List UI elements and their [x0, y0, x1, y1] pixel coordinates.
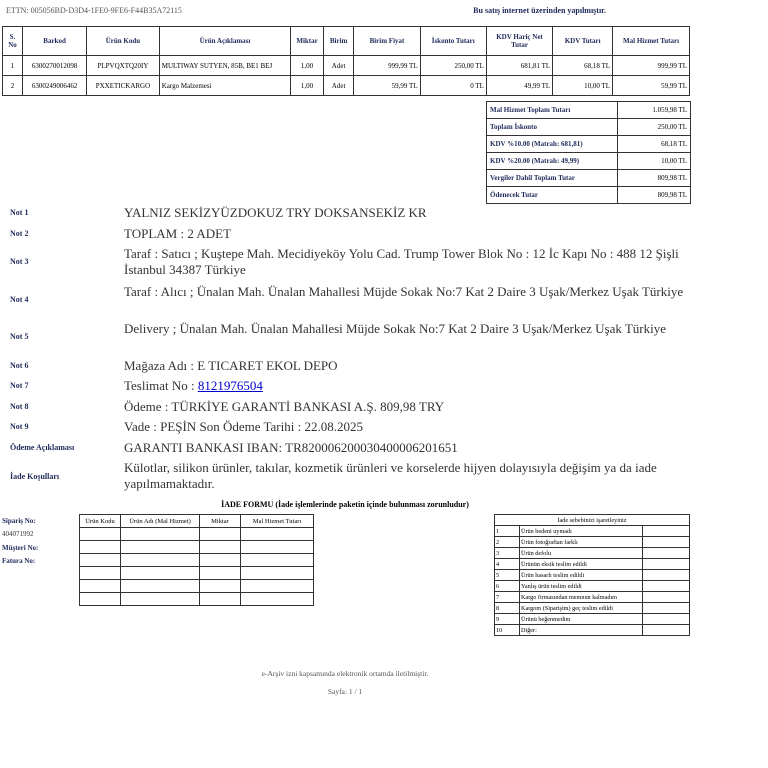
reason-no: 1	[495, 526, 520, 537]
totals-label: Vergiler Dahil Toplam Tutar	[487, 170, 618, 187]
note-text: Taraf : Alıcı ; Ünalan Mah. Ünalan Mahallesi Müjde Sokak No:7 Kat 2 Daire 3 Uşak/Merkez Uşak Türkiye	[124, 284, 684, 299]
reason-text: Ürünün eksik teslim edildi	[520, 559, 643, 570]
reason-checkbox[interactable]	[643, 526, 690, 537]
reason-checkbox[interactable]	[643, 625, 690, 636]
reason-row	[495, 537, 690, 548]
totals-label: KDV %20.00 (Matrah: 49,99)	[487, 153, 618, 170]
note-text: Taraf : Satıcı ; Kuştepe Mah. Mecidiyeköy Yolu Cad. Trump Tower Blok No : 12 İc Kapı No : 488 12 Şişli İstanbul 34387 Türkiye	[124, 246, 679, 277]
table-row	[3, 56, 690, 76]
note-row	[0, 284, 768, 318]
totals-row	[487, 170, 691, 187]
col-header: S. No	[3, 27, 23, 56]
note-row	[0, 440, 768, 458]
note-label: Not 7	[10, 381, 29, 390]
reason-checkbox[interactable]	[643, 548, 690, 559]
cell[interactable]	[121, 528, 200, 541]
reason-text: Ürün hasarlı teslim edildi	[520, 570, 643, 581]
cell[interactable]	[121, 541, 200, 554]
cell[interactable]	[121, 567, 200, 580]
totals-row	[487, 119, 691, 136]
reason-text: Ürün defolu	[520, 548, 643, 559]
note-row	[0, 399, 768, 417]
cell: Kargo Malzemesi	[159, 76, 291, 96]
cell: 6300270012098	[22, 56, 86, 76]
cell[interactable]	[80, 541, 121, 554]
cell: 1,00	[291, 76, 324, 96]
col-header: Birim Fiyat	[354, 27, 420, 56]
cell[interactable]	[200, 528, 241, 541]
note-text: Külotlar, silikon ürünler, takılar, kozmetik ürünleri ve korselerde hijyen dolayısıyla değişim ya da iade yapılmamaktadır.	[124, 460, 657, 491]
totals-row	[487, 187, 691, 204]
reason-text: Diğer:	[520, 625, 643, 636]
note-text: Vade : PEŞİN Son Ödeme Tarihi : 22.08.2025	[124, 419, 363, 434]
reason-row	[495, 592, 690, 603]
note-text: Delivery ; Ünalan Mah. Ünalan Mahallesi Müjde Sokak No:7 Kat 2 Daire 3 Uşak/Merkez Uşak Türkiye	[124, 321, 667, 336]
note-label: Not 6	[10, 361, 29, 370]
totals-value: 10,00 TL	[618, 153, 691, 170]
cell: 49,99 TL	[486, 76, 552, 96]
reason-row	[495, 548, 690, 559]
note-label: Not 8	[10, 402, 29, 411]
note-label: Not 4	[10, 295, 29, 304]
table-row	[80, 593, 314, 606]
reason-text: Yanlış ürün teslim edildi	[520, 581, 643, 592]
note-row	[0, 205, 768, 223]
totals-table	[486, 101, 691, 204]
delivery-no-link[interactable]: 8121976504	[197, 378, 263, 393]
cell: 681,81 TL	[486, 56, 552, 76]
totals-value: 809,98 TL	[618, 170, 691, 187]
cell[interactable]	[200, 567, 241, 580]
return-reasons-table	[494, 514, 690, 636]
cell: 68,18 TL	[553, 56, 613, 76]
note-label: Not 1	[10, 208, 29, 217]
reason-text: Kargom (Siparişim) geç teslim edildi	[520, 603, 643, 614]
totals-label: Toplam İskonto	[487, 119, 618, 136]
cell: 999,99 TL	[613, 56, 690, 76]
note-row	[0, 226, 768, 244]
cell: Adet	[323, 56, 354, 76]
reason-no: 9	[495, 614, 520, 625]
cell[interactable]	[241, 554, 314, 567]
totals-row	[487, 153, 691, 170]
note-label: Not 2	[10, 229, 29, 238]
return-form-title: İADE FORMU (İade işlemlerinde paketin içinde bulunması zorunludur)	[221, 500, 469, 509]
cell[interactable]	[80, 567, 121, 580]
reason-text: Ürün fotoğraftan farklı	[520, 537, 643, 548]
items-table	[2, 26, 690, 96]
note-label: Not 5	[10, 332, 29, 341]
reasons-header-row	[495, 515, 690, 526]
cell[interactable]	[241, 541, 314, 554]
cell: 999,99 TL	[354, 56, 420, 76]
earsiv-note: e-Arşiv izni kapsamında elektronik ortamda iletilmiştir.	[261, 669, 429, 678]
items-header-row	[3, 27, 690, 56]
cell[interactable]	[241, 593, 314, 606]
reason-no: 2	[495, 537, 520, 548]
note-text: Mağaza Adı : E TICARET EKOL DEPO	[124, 358, 338, 373]
reason-checkbox[interactable]	[643, 603, 690, 614]
cell: Adet	[323, 76, 354, 96]
totals-row	[487, 136, 691, 153]
note-text: GARANTI BANKASI IBAN: TR820006200030400006201651	[124, 440, 458, 455]
table-row	[80, 541, 314, 554]
reasons-header: İade sebebinizi işaretleyiniz	[495, 515, 690, 526]
customer-no-label: Müşteri No:	[2, 544, 39, 552]
col-header: Miktar	[291, 27, 324, 56]
cell: PXXETICKARGO	[87, 76, 160, 96]
internet-sale-note: Bu satış internet üzerinden yapılmıştır.	[473, 6, 606, 15]
reason-checkbox[interactable]	[643, 537, 690, 548]
reason-checkbox[interactable]	[643, 614, 690, 625]
note-label: İade Koşulları	[10, 472, 60, 481]
col-header: Ürün Kodu	[87, 27, 160, 56]
cell: 1	[3, 56, 23, 76]
note-text: Ödeme : TÜRKİYE GARANTİ BANKASI A.Ş. 809,98 TRY	[124, 399, 445, 414]
reason-row	[495, 603, 690, 614]
reason-text: Ürün bedeni uymadı	[520, 526, 643, 537]
col-header: KDV Hariç Net Tutar	[486, 27, 552, 56]
reason-checkbox[interactable]	[643, 570, 690, 581]
page-number: Sayfa: 1 / 1	[327, 687, 363, 696]
col-header: Miktar	[200, 515, 241, 528]
reason-row	[495, 559, 690, 570]
cell[interactable]	[80, 528, 121, 541]
cell: 0 TL	[420, 76, 486, 96]
reason-checkbox[interactable]	[643, 592, 690, 603]
reason-row	[495, 526, 690, 537]
cell: MULTIWAY SUTYEN, 85B, BE1 BEJ	[159, 56, 291, 76]
order-no-label: Sipariş No:	[2, 517, 36, 525]
cell[interactable]	[80, 580, 121, 593]
table-row	[80, 580, 314, 593]
totals-label: KDV %10.00 (Matrah: 681,81)	[487, 136, 618, 153]
table-row	[80, 528, 314, 541]
note-row	[0, 460, 768, 494]
cell: 59,99 TL	[613, 76, 690, 96]
cell: 6300249006462	[22, 76, 86, 96]
ettn-text: ETTN: 005056BD-D3D4-1FE0-9FE6-F44B35A72115	[6, 6, 182, 15]
return-items-table	[79, 514, 314, 606]
cell: PLPVQXTQ20IY	[87, 56, 160, 76]
note-text: TOPLAM : 2 ADET	[124, 226, 232, 241]
note-text: YALNIZ SEKİZYÜZDOKUZ TRY DOKSANSEKİZ KR	[124, 205, 427, 220]
reason-text: Kargo firmasından memnun kalmadım	[520, 592, 643, 603]
cell[interactable]	[241, 580, 314, 593]
reason-no: 5	[495, 570, 520, 581]
cell[interactable]	[200, 580, 241, 593]
col-header: KDV Tutarı	[553, 27, 613, 56]
reason-row	[495, 570, 690, 581]
totals-value: 809,98 TL	[618, 187, 691, 204]
totals-label: Mal Hizmet Toplam Tutarı	[487, 102, 618, 119]
note-row	[0, 419, 768, 437]
return-header-row	[80, 515, 314, 528]
reason-row	[495, 581, 690, 592]
cell[interactable]	[241, 528, 314, 541]
col-header: Ürün Kodu	[80, 515, 121, 528]
cell[interactable]	[200, 593, 241, 606]
reason-no: 3	[495, 548, 520, 559]
col-header: Birim	[323, 27, 354, 56]
cell: 250,00 TL	[420, 56, 486, 76]
reason-row	[495, 614, 690, 625]
cell: 2	[3, 76, 23, 96]
totals-row	[487, 102, 691, 119]
reason-no: 10	[495, 625, 520, 636]
cell[interactable]	[200, 541, 241, 554]
note-row	[0, 246, 768, 280]
cell[interactable]	[121, 554, 200, 567]
note-label: Ödeme Açıklaması	[10, 443, 75, 452]
totals-value: 1.059,98 TL	[618, 102, 691, 119]
table-row	[80, 567, 314, 580]
col-header: Barkod	[22, 27, 86, 56]
cell[interactable]	[80, 554, 121, 567]
col-header: Mal Hizmet Tutarı	[613, 27, 690, 56]
note-row	[0, 378, 768, 396]
col-header: İskonto Tutarı	[420, 27, 486, 56]
reason-row	[495, 625, 690, 636]
reason-text: Ürünü beğenmedim	[520, 614, 643, 625]
note-row	[0, 321, 768, 355]
cell[interactable]	[121, 580, 200, 593]
cell[interactable]	[241, 567, 314, 580]
reason-checkbox[interactable]	[643, 581, 690, 592]
cell: 10,00 TL	[553, 76, 613, 96]
note-label: Not 9	[10, 422, 29, 431]
delivery-no-label: Teslimat No :	[124, 378, 198, 393]
invoice-no-label: Fatura No:	[2, 557, 36, 565]
reason-no: 7	[495, 592, 520, 603]
reason-no: 8	[495, 603, 520, 614]
totals-value: 68,18 TL	[618, 136, 691, 153]
table-row	[80, 554, 314, 567]
reason-no: 4	[495, 559, 520, 570]
cell[interactable]	[80, 593, 121, 606]
cell[interactable]	[200, 554, 241, 567]
reason-no: 6	[495, 581, 520, 592]
col-header: Ürün Adı (Mal Hizmet)	[121, 515, 200, 528]
note-text	[124, 378, 694, 394]
totals-label: Ödenecek Tutar	[487, 187, 618, 204]
reason-checkbox[interactable]	[643, 559, 690, 570]
cell: 1,00	[291, 56, 324, 76]
cell: 59,99 TL	[354, 76, 420, 96]
table-row	[3, 76, 690, 96]
order-no-value: 404071992	[2, 530, 34, 538]
col-header: Mal Hizmet Tutarı	[241, 515, 314, 528]
totals-value: 250,00 TL	[618, 119, 691, 136]
cell[interactable]	[121, 593, 200, 606]
col-header: Ürün Açıklaması	[159, 27, 291, 56]
note-label: Not 3	[10, 257, 29, 266]
note-row	[0, 358, 768, 376]
